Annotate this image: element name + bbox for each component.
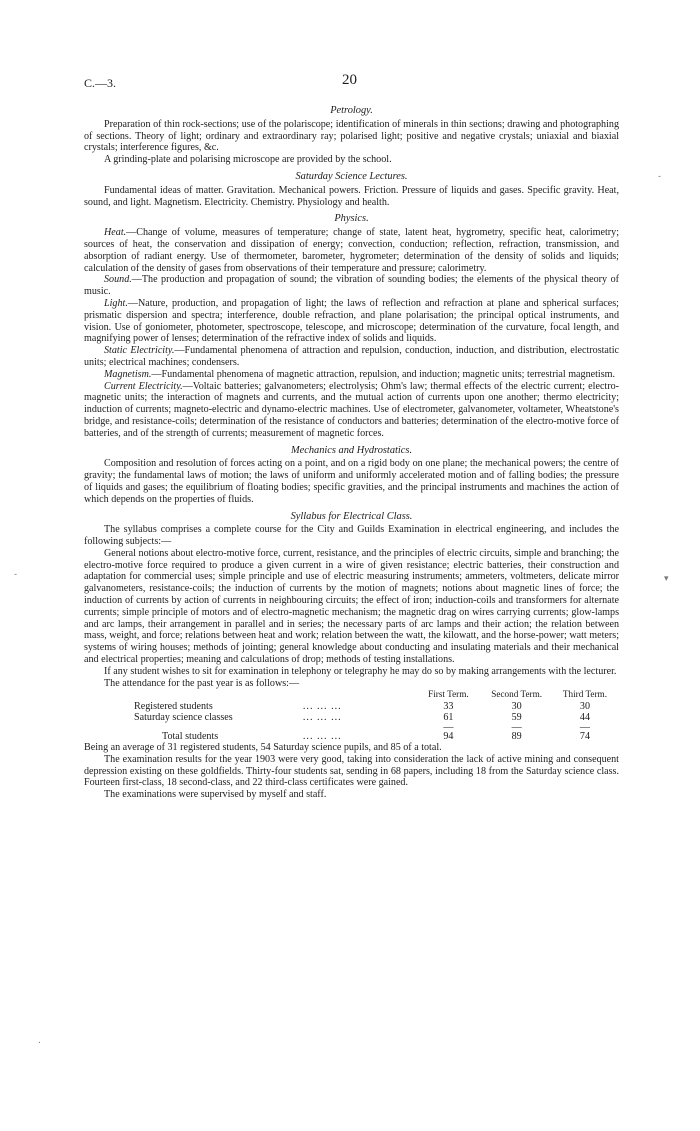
report-reference: C.—3. [84, 76, 117, 90]
lead-static: Static Electricity. [104, 345, 175, 357]
table-cell: 33 [443, 700, 454, 712]
paragraph-light [84, 298, 619, 345]
paragraph: The examination results for the year 1903 were very good, taking into consideration the lack of active mining and consequent depression existing on these goldfields. Thirty-four students sat, sending in 68 papers, including 18 from the Saturday science class. Fourteen first-class, 18 second-class, and 22 third-class certificates were gained. [84, 753, 619, 789]
table-cell: 30 [579, 700, 590, 712]
table-header-row [134, 689, 619, 700]
table-cell: 44 [579, 712, 590, 724]
paragraph: If any student wishes to sit for examination in telephony or telegraphy he may do so by making arrangements with the lecturer. [104, 665, 617, 677]
column-header: First Term. [428, 689, 469, 700]
paragraph: Composition and resolution of forces acting on a point, and on a rigid body on one plane; the mechanical powers; the centre of gravity; the fundamental laws of motion; the laws of uniform and uniformly accelerated motion and of falling bodies; the pressure of liquids and gases; the equilibrium of floating bodies; specific gravities, and the principal instruments and machines the action of which depends on the properties of fluids. [84, 458, 619, 505]
table-total-row [134, 731, 619, 742]
lead-sound: Sound. [104, 274, 132, 286]
margin-mark: - [14, 570, 18, 580]
lead-magnetism: Magnetism. [104, 368, 152, 380]
text-sound: —The production and propagation of sound; the vibration of sounding bodies; the elements of the physical theory of music. [84, 274, 619, 298]
margin-mark: - [658, 172, 662, 182]
table-cell: 59 [511, 712, 522, 724]
row-label: Total students [162, 730, 219, 742]
document-body [84, 100, 619, 801]
attendance-table [134, 689, 619, 742]
paragraph: Being an average of 31 registered students, 54 Saturday science pupils, and 85 of a total. [84, 742, 442, 754]
rule-mark: — [579, 721, 590, 733]
paragraph-magnetism [84, 369, 619, 381]
table-row [134, 712, 619, 723]
table-cell: 94 [443, 730, 454, 742]
rule-mark: — [443, 721, 454, 733]
text-current: —Voltaic batteries; galvanometers; electrolysis; Ohm's law; thermal effects of the electric current; electro-magnetic units; the interaction of magnets and currents, and the mutual action of currents upon one another; thermo electricity; induction of currents; magneto-electric and dynamo-electric machines. Use of electrometer, galvanometer, voltameter, Wheatstone's bridge, and resistance-coils; determination of the resistance of conductors and batteries; determination of the electro-motive force of batteries, and of the strength of currents; measurement of magnetic forces. [84, 380, 619, 439]
paragraph: The attendance for the past year is as follows:— [104, 677, 300, 689]
paragraph-heat [84, 227, 619, 274]
paragraph-current [84, 381, 619, 440]
table-row [134, 701, 619, 712]
paragraph: The syllabus comprises a complete course for the City and Guilds Examination in electrical engineering, and includes the following subjects:— [84, 524, 619, 548]
leader-dots: ... ... ... [302, 730, 342, 742]
paragraph-static [84, 345, 619, 369]
paragraph: Fundamental ideas of matter. Gravitation. Mechanical powers. Friction. Pressure of liquids and gases. Specific gravity. Heat, sound, and light. Magnetism. Electricity. Chemistry. Physiology and health. [84, 184, 619, 208]
leader-dots: ... ... ... [302, 712, 342, 724]
section-heading-electrical: Syllabus for Electrical Class. [290, 510, 413, 522]
paragraph: A grinding-plate and polarising microscope are provided by the school. [104, 154, 392, 166]
lead-heat: Heat. [104, 227, 127, 239]
text-static: —Fundamental phenomena of attraction and repulsion, conduction, induction, and distribution, electrostatic units; electrical machines; condensers. [84, 345, 619, 368]
lead-light: Light. [104, 297, 128, 309]
paragraph-sound [84, 274, 619, 298]
section-heading-physics: Physics. [334, 213, 369, 225]
table-cell: 89 [511, 730, 522, 742]
section-heading-saturday: Saturday Science Lectures. [295, 170, 408, 182]
section-heading-mechanics: Mechanics and Hydrostatics. [290, 444, 413, 456]
paragraph: The examinations were supervised by myself and staff. [104, 789, 327, 801]
column-header: Third Term. [562, 689, 607, 700]
page-number: 20 [342, 72, 357, 88]
lead-current: Current Electricity. [104, 380, 183, 392]
table-rule-row [134, 724, 619, 731]
leader-dots: ... ... ... [302, 700, 342, 712]
margin-mark: . [38, 1036, 41, 1046]
text-heat: —Change of volume, measures of temperature; change of state, latent heat, hygrometry, specific heat, calorimetry; sources of heat, the conservation and dissipation of energy; convection, conduction; reflection, refraction, transmission, and absorption of radiant energy. Use of thermometer, barometer, hygrometer; determination of the density of solids and liquids; calculation of the density of gases from observations of their temperature and pressure; calorimetry. [84, 227, 619, 274]
margin-mark: ▾ [664, 574, 669, 584]
row-label: Saturday science classes [134, 712, 233, 724]
paragraph: General notions about electro-motive force, current, resistance, and the principles of electric circuits, simple and branching; the electro-motive force required to produce a given current in a wire of given resistance; electric batteries, their construction and adaptation for commercial uses; simple principle and use of electric measuring instruments; ammeters, voltmeters, delicate mirror galvanometers, resistance-coils; the induction of currents by the motion of magnets; notions about magnetic lines of force; the induction of currents by action of currents in neighbouring circuits; the effect of iron; induction-coils and transformers for alternate currents; simple principle of motors and of electro-magnetic mechanism; the magnetic drag on wires carrying currents; glow-lamps and arc lamps, their arrangement in parallel and in series; the necessary parts of arc lamps and their action; the relation between mass, weight, and force; relations between heat and work; relation between the watt, the kilowatt, and the horse-power; watt meters; systems of wiring houses; methods of jointing; general knowledge about conducting and insulating materials and their mechanical and electrical properties; meaning and calculations of drop; methods of testing installations. [84, 547, 619, 666]
table-cell: 30 [511, 700, 522, 712]
row-label: Registered students [134, 700, 213, 712]
rule-mark: — [511, 721, 522, 733]
text-light: —Nature, production, and propagation of light; the laws of reflection and refraction at plane and spherical surfaces; prismatic dispersion and spectra; interference, double refraction, and plane polarisation; the principal optical instruments, and vision. Use of goniometer, photometer, spectroscope, telescope, and microscope; determination of the curvature, focal length, and magnifying power of lenses; determination of the refractive index of solids and liquids. [84, 297, 619, 345]
column-header: Second Term. [491, 689, 543, 700]
table-cell: 74 [579, 730, 590, 742]
section-heading-petrology: Petrology. [330, 105, 373, 116]
table-cell: 61 [443, 712, 454, 724]
paragraph: Preparation of thin rock-sections; use of the polariscope; identification of minerals in thin sections; drawing and photographing of sections. Theory of light; ordinary and extraordinary ray; polarised light; positive and negative crystals; uniaxial and biaxial crystals; interference figures, &c. [84, 118, 619, 154]
running-head [84, 72, 619, 90]
text-magnetism: —Fundamental phenomena of magnetic attraction, repulsion, and induction; magnetic units; terrestrial magnetism. [151, 368, 616, 380]
